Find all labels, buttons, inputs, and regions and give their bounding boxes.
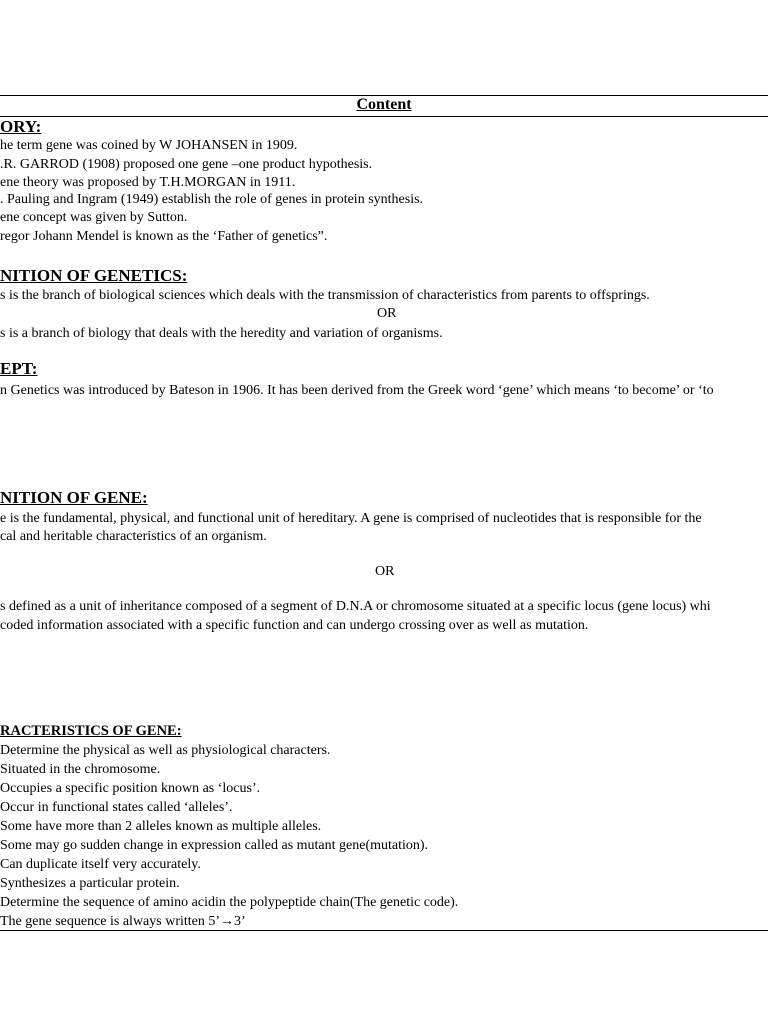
definition-gene-text: cal and heritable characteristics of an organism. — [0, 529, 267, 544]
definition-gene-text: e is the fundamental, physical, and functional unit of hereditary. A gene is comprised of nucleotides that is responsible for the — [0, 511, 702, 526]
definition-gene-text: coded information associated with a specific function and can undergo crossing over as well as mutation. — [0, 618, 589, 633]
definition-genetics-heading: NITION OF GENETICS: — [0, 266, 188, 285]
history-item: he term gene was coined by W JOHANSEN in 1909. — [0, 138, 298, 153]
title-rule — [0, 116, 768, 117]
or-separator: OR — [377, 306, 397, 321]
bottom-rule — [0, 930, 768, 931]
concept-heading: EPT: — [0, 359, 38, 378]
history-heading: ORY: — [0, 117, 42, 136]
characteristic-item: Situated in the chromosome. — [0, 762, 161, 777]
characteristics-heading: RACTERISTICS OF GENE: — [0, 723, 182, 739]
definition-genetics-text: s is a branch of biology that deals with the heredity and variation of organisms. — [0, 326, 443, 341]
characteristic-item: Occupies a specific position known as ‘locus’. — [0, 781, 261, 796]
or-separator: OR — [375, 564, 395, 579]
definition-genetics-text: s is the branch of biological sciences which deals with the transmission of characteristics from parents to offsprings. — [0, 288, 650, 303]
definition-gene-text: s defined as a unit of inheritance composed of a segment of D.N.A or chromosome situated at a specific locus (gene locus) whi — [0, 599, 711, 614]
characteristic-item: Some may go sudden change in expression called as mutant gene(mutation). — [0, 838, 429, 853]
history-item: regor Johann Mendel is known as the ‘Father of genetics”. — [0, 229, 328, 244]
characteristic-item: Determine the physical as well as physiological characters. — [0, 743, 331, 758]
characteristic-item: Synthesizes a particular protein. — [0, 876, 180, 891]
characteristic-item: Some have more than 2 alleles known as multiple alleles. — [0, 819, 322, 834]
definition-gene-heading: NITION OF GENE: — [0, 488, 148, 507]
characteristic-item: The gene sequence is always written 5’→3’ — [0, 914, 246, 929]
history-item: . Pauling and Ingram (1949) establish the role of genes in protein synthesis. — [0, 192, 424, 207]
history-item: ene theory was proposed by T.H.MORGAN in 1911. — [0, 175, 296, 190]
history-item: ene concept was given by Sutton. — [0, 210, 188, 225]
history-item: .R. GARROD (1908) proposed one gene –one product hypothesis. — [0, 157, 373, 172]
characteristic-item: Can duplicate itself very accurately. — [0, 857, 201, 872]
characteristic-item: Occur in functional states called ‘alleles’. — [0, 800, 233, 815]
characteristic-item: Determine the sequence of amino acidin the polypeptide chain(The genetic code). — [0, 895, 459, 910]
page-title: Content — [356, 96, 412, 113]
concept-text: n Genetics was introduced by Bateson in 1906. It has been derived from the Greek word ‘gene’ which means ‘to become’ or ‘to — [0, 383, 714, 398]
